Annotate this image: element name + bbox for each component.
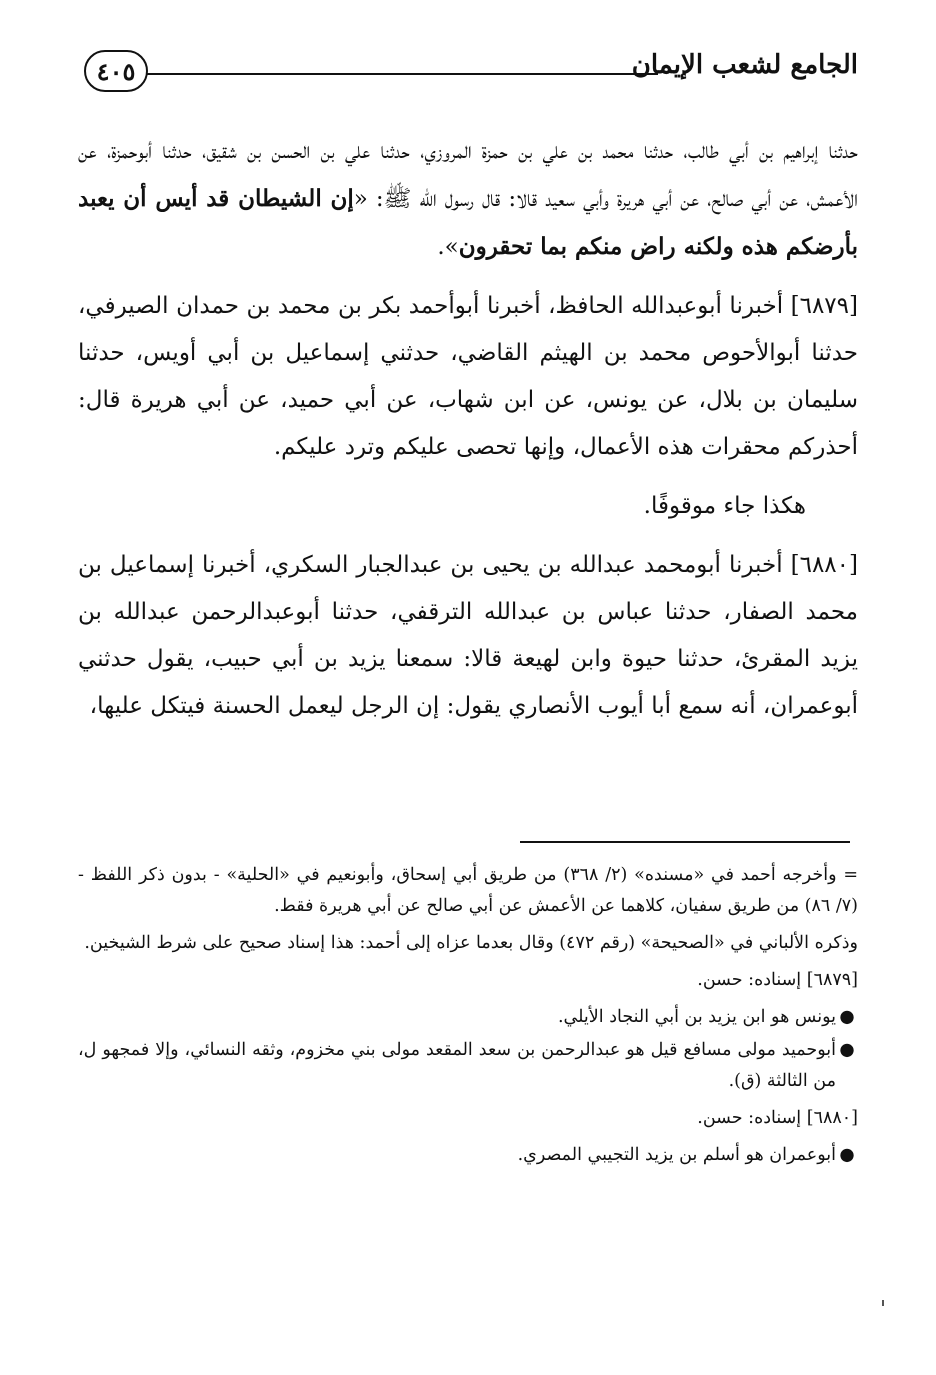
hadith-quote-bold: إن الشيطان قد أيس أن يعبد بأرضكم هذه ولكنه راض منكم بما تحقرون	[78, 185, 858, 260]
paragraph-hadith-6880: [٦٨٨٠] أخبرنا أبومحمد عبدالله بن يحيى بن عبدالجبار السكري، أخبرنا إسماعيل بن محمد الصفار، حدثنا عباس بن عبدالله الترقفي، حدثنا أبوعبدالرحمن عبدالله بن يزيد المقرئ، حدثنا حيوة وابن لهيعة قالا: سمعنا يزيد بن أبي حبيب، يقول حدثني أبوعمران، أنه سمع أبا أيوب الأنصاري يقول: إن الرجل ليعمل الحسنة فيتكل عليها،	[78, 552, 858, 719]
scan-speck	[882, 1300, 884, 1306]
paragraph-hadith-6879: [٦٨٧٩] أخبرنا أبوعبدالله الحافظ، أخبرنا أبوأحمد بكر بن محمد بن حمدان الصيرفي، حدثنا أبوالأحوص محمد بن الهيثم القاضي، حدثني إسماعيل بن أبي أويس، حدثنا سليمان بن بلال، عن يونس، عن ابن شهاب، عن أبي حميد، عن أبي هريرة قال: أحذركم محقرات هذه الأعمال، وإنها تحصى عليكم وترد عليكم.	[78, 293, 858, 460]
main-text	[78, 128, 858, 742]
header-rule	[146, 73, 658, 75]
page-number: ٤٠٥	[96, 56, 136, 86]
running-header	[78, 46, 858, 106]
footnote-albani: وذكره الألباني في «الصحيحة» (رقم ٤٧٢) وقال بعدما عزاه إلى أحمد: هذا إسناد صحيح على شرط الشيخين.	[84, 933, 858, 953]
footnotes	[78, 860, 858, 1173]
footnote-list-item	[78, 1002, 858, 1033]
footnote-item-text: يونس هو ابن يزيد بن أبي النجاد الأيلي.	[557, 1007, 836, 1027]
paragraph-note: هكذا جاء موقوفًا.	[643, 493, 806, 519]
bullet-icon: ●	[839, 1040, 855, 1060]
footnote-isnad-6879: [٦٨٧٩] إسناده: حسن.	[697, 970, 858, 990]
bullet-icon: ●	[839, 1007, 855, 1027]
page-number-badge	[84, 50, 148, 92]
bullet-icon: ●	[839, 1145, 855, 1165]
footnote-separator	[520, 841, 850, 843]
footnote-list-item	[78, 1035, 858, 1097]
footnote-item-text: أبوحميد مولى مسافع قيل هو عبدالرحمن بن سعد المقعد مولى بني مخزوم، وثقه النسائي، وإلا فمجهو ل، من الثالثة (ق).	[78, 1040, 836, 1091]
paragraph-text: حدثنا إبراهيم بن أبي طالب، حدثنا محمد بن علي بن حمزة المروزي، حدثنا علي بن الحسن بن شقيق، حدثنا أبوحمزة، عن الأعمش، عن أبي صالح، عن أبي هريرة وأبي سعيد قالا: قال رسول الله ﷺ: «	[78, 138, 858, 212]
footnote-continuation: = وأخرجه أحمد في «مسنده» (٢/ ٣٦٨) من طريق أبي إسحاق، وأبونعيم في «الحلية» - بدون ذكر اللفظ - (٧/ ٨٦) من طريق سفيان، كلاهما عن الأعمش عن أبي صالح عن أبي هريرة فقط.	[78, 865, 859, 916]
paragraph-hadith-intro	[78, 128, 858, 271]
paragraph-tail: ».	[437, 234, 459, 260]
running-title: الجامع لشعب الإيمان	[631, 50, 858, 80]
footnote-item-text: أبوعمران هو أسلم بن يزيد التجيبي المصري.	[517, 1145, 836, 1165]
footnote-isnad-6880: [٦٨٨٠] إسناده: حسن.	[697, 1108, 858, 1128]
footnote-list-item	[78, 1140, 858, 1171]
